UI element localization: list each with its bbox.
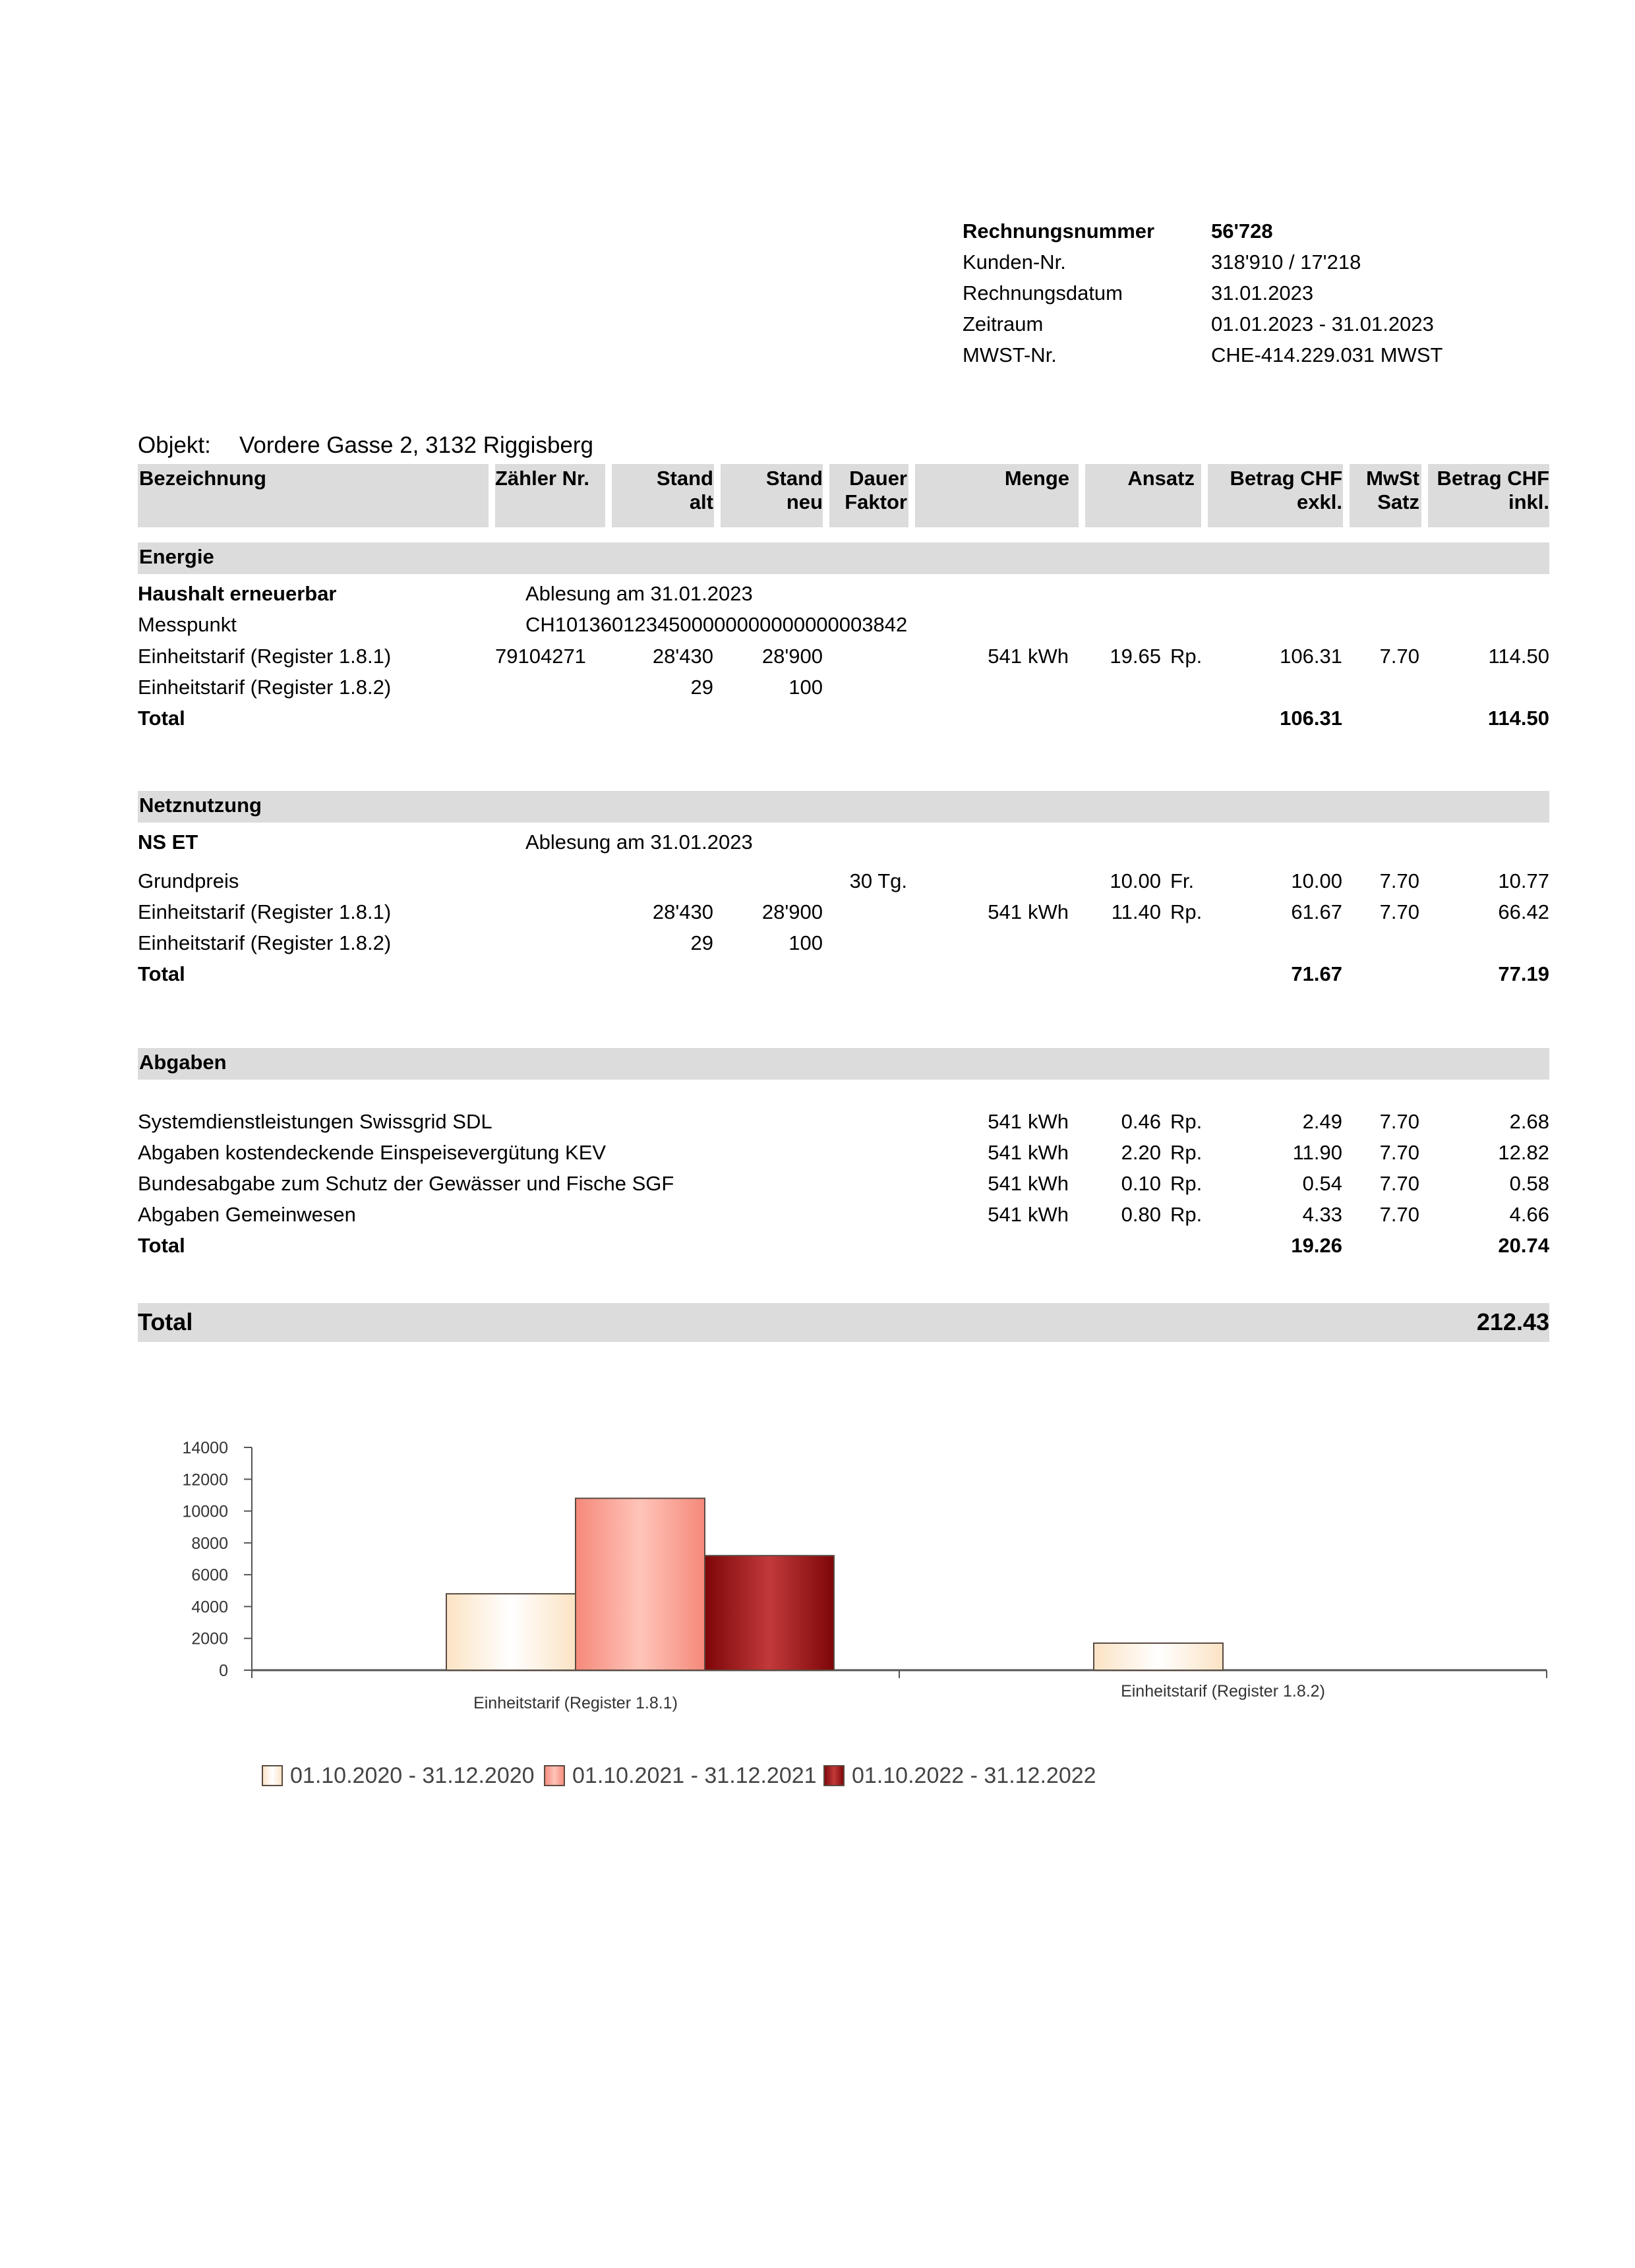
vat-number-value: CHE-414.229.031 MWST <box>1211 343 1443 366</box>
row-betrag-exkl: 0.54 <box>1302 1172 1342 1195</box>
row-ansatz: 10.00 <box>1110 869 1161 892</box>
row-stand-alt: 28'430 <box>652 645 713 668</box>
row-menge: 541 <box>988 900 1022 923</box>
row-mwst: 7.70 <box>1379 869 1419 892</box>
row-name: Grundpreis <box>138 869 239 892</box>
row-stand-neu: 100 <box>788 931 823 954</box>
y-tick-label: 10000 <box>182 1502 228 1521</box>
total-label: Total <box>138 707 185 730</box>
row-stand-alt: 28'430 <box>652 900 713 923</box>
row-dauer: 30 Tg. <box>849 869 907 892</box>
header-betrag-inkl-line2: inkl. <box>1508 490 1549 513</box>
row-name: Abgaben kostendeckende Einspeisevergütung KEV <box>138 1141 607 1164</box>
row-ansatz: 2.20 <box>1121 1141 1161 1164</box>
subsection-title: Haushalt erneuerbar <box>138 582 337 605</box>
row-meter-number: 79104271 <box>495 645 586 668</box>
row-name: Einheitstarif (Register 1.8.1) <box>138 645 392 668</box>
row-menge-unit: kWh <box>1028 900 1069 923</box>
header-betrag-exkl-line1: Betrag CHF <box>1230 467 1342 490</box>
row-betrag-exkl: 2.49 <box>1302 1110 1342 1133</box>
row-menge: 541 <box>988 1141 1022 1164</box>
row-betrag-exkl: 11.90 <box>1292 1141 1342 1164</box>
header-bezeichnung: Bezeichnung <box>139 467 266 490</box>
bar-1-2 <box>1094 1643 1223 1670</box>
section-title: Energie <box>139 545 214 568</box>
row-betrag-inkl: 0.58 <box>1509 1172 1549 1195</box>
row-ansatz-unit: Rp. <box>1170 1110 1203 1133</box>
section-band <box>138 791 1549 823</box>
legend-swatch-3 <box>824 1766 844 1786</box>
total-exkl: 19.26 <box>1291 1234 1342 1257</box>
messpunkt-value: CH1013601234500000000000000003842 <box>525 613 908 636</box>
bar-1-1 <box>446 1594 576 1670</box>
row-name: Abgaben Gemeinwesen <box>138 1203 356 1226</box>
x-category-label: Einheitstarif (Register 1.8.1) <box>473 1694 678 1712</box>
total-label: Total <box>138 962 185 985</box>
invoice-number-label: Rechnungsnummer <box>963 219 1155 243</box>
y-tick-label: 8000 <box>191 1534 228 1553</box>
row-ansatz-unit: Rp. <box>1170 645 1203 668</box>
row-name: Einheitstarif (Register 1.8.2) <box>138 931 392 954</box>
row-stand-alt: 29 <box>690 931 713 954</box>
row-stand-alt: 29 <box>690 676 713 699</box>
total-inkl: 20.74 <box>1498 1234 1549 1257</box>
reading-date: Ablesung am 31.01.2023 <box>525 582 753 605</box>
row-menge-unit: kWh <box>1028 1172 1069 1195</box>
row-name: Einheitstarif (Register 1.8.2) <box>138 676 392 699</box>
period-value: 01.01.2023 - 31.01.2023 <box>1211 312 1434 335</box>
row-stand-neu: 28'900 <box>761 900 823 923</box>
total-inkl: 77.19 <box>1498 962 1549 985</box>
invoice-date-value: 31.01.2023 <box>1211 281 1314 305</box>
customer-number-label: Kunden-Nr. <box>963 250 1066 274</box>
legend-label-2: 01.10.2021 - 31.12.2021 <box>572 1763 817 1788</box>
row-menge-unit: kWh <box>1028 1110 1069 1133</box>
header-betrag-inkl-line1: Betrag CHF <box>1437 467 1549 490</box>
row-mwst: 7.70 <box>1379 645 1419 668</box>
row-mwst: 7.70 <box>1379 1203 1419 1226</box>
grand-total-label: Total <box>138 1308 193 1335</box>
y-tick-label: 12000 <box>182 1470 228 1490</box>
messpunkt-label: Messpunkt <box>138 613 237 636</box>
row-stand-neu: 100 <box>788 676 823 699</box>
total-inkl: 114.50 <box>1487 707 1549 730</box>
total-exkl: 106.31 <box>1280 707 1342 730</box>
grand-total-value: 212.43 <box>1476 1308 1549 1335</box>
row-menge-unit: kWh <box>1028 645 1069 668</box>
row-ansatz-unit: Rp. <box>1170 1203 1203 1226</box>
header-stand-neu-line2: neu <box>786 490 823 513</box>
row-betrag-inkl: 114.50 <box>1488 645 1549 668</box>
customer-number-value: 318'910 / 17'218 <box>1211 250 1361 274</box>
y-tick-label: 14000 <box>182 1439 228 1457</box>
section-band <box>138 542 1549 574</box>
header-dauer-line1: Dauer <box>849 467 907 490</box>
row-ansatz-unit: Rp. <box>1170 900 1203 923</box>
section-title: Abgaben <box>139 1051 227 1074</box>
total-label: Total <box>138 1234 185 1257</box>
y-tick-label: 4000 <box>191 1598 228 1617</box>
row-betrag-exkl: 61.67 <box>1291 900 1342 923</box>
x-category-label: Einheitstarif (Register 1.8.2) <box>1121 1682 1325 1701</box>
legend-swatch-1 <box>262 1766 282 1786</box>
row-ansatz: 0.46 <box>1121 1110 1161 1133</box>
reading-date: Ablesung am 31.01.2023 <box>525 830 753 854</box>
header-mwst-line1: MwSt <box>1366 467 1419 490</box>
row-name: Einheitstarif (Register 1.8.1) <box>138 900 392 923</box>
header-stand-neu-line1: Stand <box>765 467 823 490</box>
row-menge: 541 <box>988 645 1022 668</box>
header-zaehler: Zähler Nr. <box>495 467 589 490</box>
row-betrag-exkl: 4.33 <box>1302 1203 1342 1226</box>
row-mwst: 7.70 <box>1379 1141 1419 1164</box>
row-menge: 541 <box>988 1203 1022 1226</box>
row-ansatz: 19.65 <box>1110 645 1161 668</box>
y-tick-label: 6000 <box>191 1566 228 1585</box>
header-menge: Menge <box>1004 467 1069 490</box>
section-title: Netznutzung <box>139 794 262 817</box>
header-betrag-exkl-line2: exkl. <box>1297 490 1342 513</box>
bar-2-1 <box>576 1498 705 1670</box>
row-name: Bundesabgabe zum Schutz der Gewässer und Fische SGF <box>138 1172 674 1195</box>
row-betrag-inkl: 66.42 <box>1498 900 1549 923</box>
row-betrag-inkl: 2.68 <box>1509 1110 1549 1133</box>
grand-total-band <box>138 1303 1549 1342</box>
row-ansatz-unit: Fr. <box>1170 869 1195 892</box>
object-address: Vordere Gasse 2, 3132 Riggisberg <box>239 432 593 458</box>
header-mwst-line2: Satz <box>1377 490 1419 513</box>
header-stand-alt-line2: alt <box>689 490 713 513</box>
consumption-chart <box>0 1417 1635 1813</box>
legend-swatch-2 <box>545 1766 564 1786</box>
total-exkl: 71.67 <box>1291 962 1342 985</box>
row-ansatz: 11.40 <box>1111 900 1161 923</box>
row-menge-unit: kWh <box>1028 1203 1069 1226</box>
row-mwst: 7.70 <box>1379 900 1419 923</box>
row-ansatz: 0.80 <box>1121 1203 1161 1226</box>
row-betrag-inkl: 12.82 <box>1498 1141 1549 1164</box>
row-betrag-inkl: 4.66 <box>1509 1203 1549 1226</box>
row-ansatz-unit: Rp. <box>1170 1172 1203 1195</box>
row-menge: 541 <box>988 1172 1022 1195</box>
row-name: Systemdienstleistungen Swissgrid SDL <box>138 1110 492 1133</box>
section-band <box>138 1048 1549 1080</box>
legend-label-1: 01.10.2020 - 31.12.2020 <box>290 1763 535 1788</box>
row-menge: 541 <box>988 1110 1022 1133</box>
header-stand-alt-line1: Stand <box>656 467 713 490</box>
header-dauer-line2: Faktor <box>845 490 907 513</box>
row-betrag-exkl: 10.00 <box>1291 869 1342 892</box>
row-betrag-inkl: 10.77 <box>1498 869 1549 892</box>
vat-number-label: MWST-Nr. <box>963 343 1057 366</box>
row-ansatz-unit: Rp. <box>1170 1141 1203 1164</box>
row-menge-unit: kWh <box>1028 1141 1069 1164</box>
y-tick-label: 0 <box>219 1662 228 1680</box>
row-mwst: 7.70 <box>1379 1110 1419 1133</box>
y-tick-label: 2000 <box>191 1629 228 1648</box>
header-ansatz: Ansatz <box>1127 467 1195 490</box>
invoice-date-label: Rechnungsdatum <box>963 281 1123 305</box>
row-mwst: 7.70 <box>1379 1172 1419 1195</box>
object-label: Objekt: <box>138 432 211 458</box>
invoice-number-value: 56'728 <box>1211 219 1273 243</box>
legend-label-3: 01.10.2022 - 31.12.2022 <box>852 1763 1096 1788</box>
row-ansatz: 0.10 <box>1121 1172 1161 1195</box>
row-stand-neu: 28'900 <box>761 645 823 668</box>
row-betrag-exkl: 106.31 <box>1280 645 1342 668</box>
bar-3-1 <box>705 1556 834 1670</box>
period-label: Zeitraum <box>963 312 1044 335</box>
subsection-title: NS ET <box>138 830 198 854</box>
